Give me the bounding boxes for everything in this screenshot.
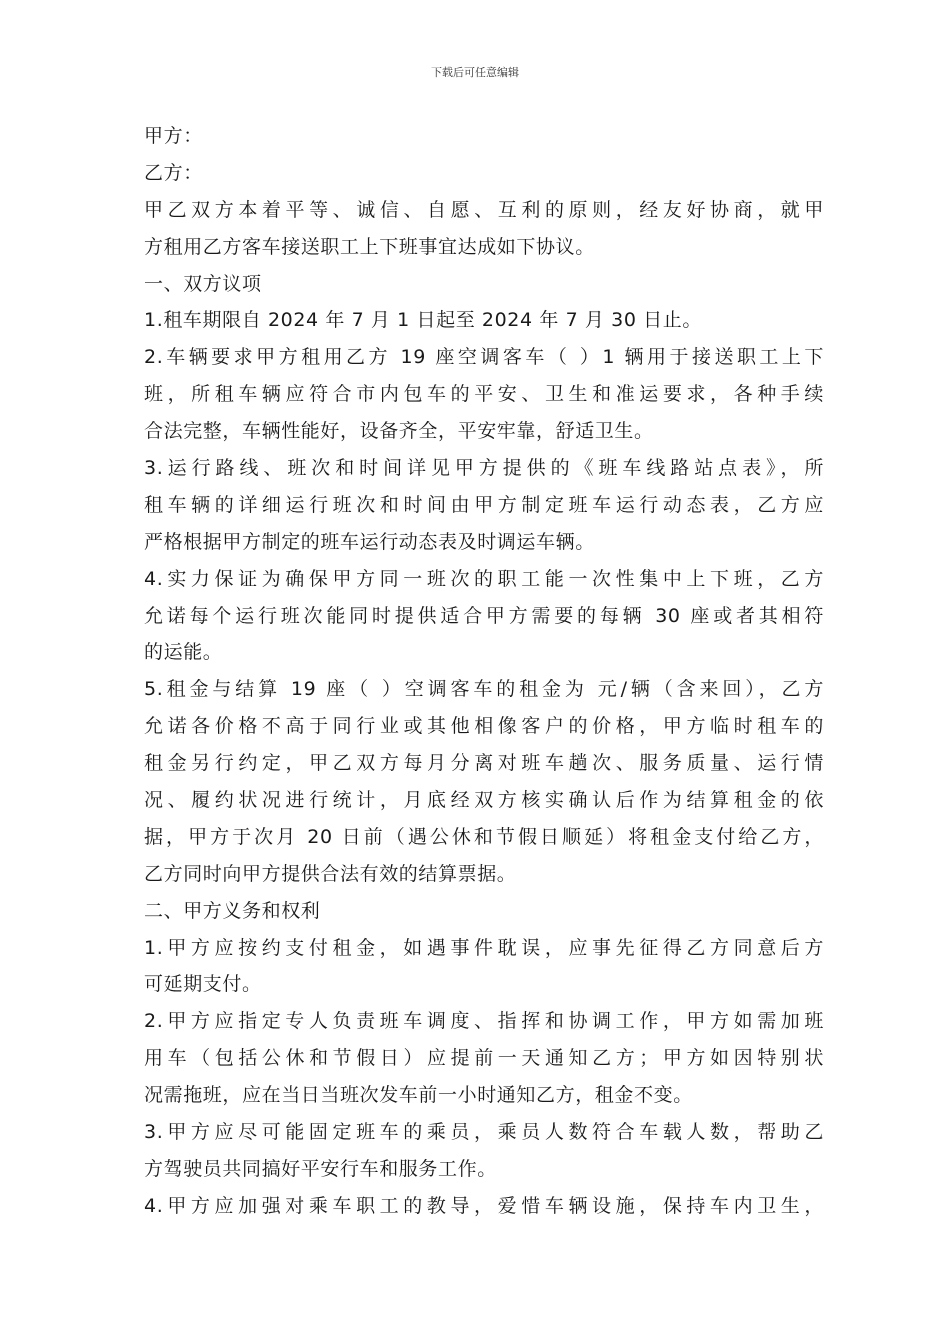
document-line: 方驾驶员共同搞好平安行车和服务工作。	[144, 1157, 497, 1180]
document-line: 乙方：	[144, 161, 203, 184]
document-line: 乙方同时向甲方提供合法有效的结算票据。	[144, 862, 517, 885]
document-line: 一、双方议项	[144, 272, 262, 295]
document-line: 3.甲方应尽可能固定班车的乘员，乘员人数符合车载人数，帮助乙	[144, 1121, 824, 1144]
document-line: 2.车辆要求甲方租用乙方 19 座空调客车（ ）1 辆用于接送职工上下	[144, 346, 824, 369]
document-line: 甲乙双方本着平等、诚信、自愿、互利的原则，经友好协商，就甲	[144, 198, 824, 221]
document-body	[144, 118, 824, 1225]
document-line: 用车（包括公休和节假日）应提前一天通知乙方；甲方如因特别状	[144, 1047, 824, 1070]
document-line: 据，甲方于次月 20 日前（遇公休和节假日顺延）将租金支付给乙方，	[144, 825, 824, 848]
document-line: 2.甲方应指定专人负责班车调度、指挥和协调工作，甲方如需加班	[144, 1010, 824, 1033]
document-line: 合法完整，车辆性能好，设备齐全，平安牢靠，舒适卫生。	[144, 420, 654, 443]
document-line: 的运能。	[144, 641, 223, 664]
document-line: 况、履约状况进行统计，月底经双方核实确认后作为结算租金的依	[144, 789, 824, 812]
document-line: 甲方：	[144, 125, 203, 147]
document-line: 1.甲方应按约支付租金，如遇事件耽误，应事先征得乙方同意后方	[144, 936, 824, 959]
document-line: 二、甲方义务和权利	[144, 899, 321, 922]
document-line: 严格根据甲方制定的班车运行动态表及时调运车辆。	[144, 530, 595, 553]
document-line: 方租用乙方客车接送职工上下班事宜达成如下协议。	[144, 235, 595, 258]
document-line: 5.租金与结算 19 座（ ）空调客车的租金为 元/辆（含来回），乙方	[144, 678, 824, 701]
page-header: 下载后可任意编辑	[431, 66, 519, 79]
document-line: 班，所租车辆应符合市内包车的平安、卫生和准运要求，各种手续	[144, 383, 824, 406]
document-line: 3.运行路线、班次和时间详见甲方提供的《班车线路站点表》，所	[144, 457, 824, 480]
document-line: 4.实力保证为确保甲方同一班次的职工能一次性集中上下班，乙方	[144, 567, 824, 590]
document-line: 1.租车期限自 2024 年 7 月 1 日起至 2024 年 7 月 30 日止。	[144, 309, 702, 332]
document-line: 允诺每个运行班次能同时提供适合甲方需要的每辆 30 座或者其相符	[144, 604, 824, 627]
document-line: 允诺各价格不高于同行业或其他相像客户的价格，甲方临时租车的	[144, 715, 824, 738]
document-line: 况需拖班，应在当日当班次发车前一小时通知乙方，租金不变。	[144, 1084, 693, 1107]
document-line: 可延期支付。	[144, 973, 262, 996]
document-line: 租车辆的详细运行班次和时间由甲方制定班车运行动态表，乙方应	[144, 493, 824, 516]
document-line: 租金另行约定，甲乙双方每月分离对班车趟次、服务质量、运行情	[144, 752, 824, 775]
document-line: 4.甲方应加强对乘车职工的教导，爱惜车辆设施，保持车内卫生，	[144, 1194, 824, 1217]
